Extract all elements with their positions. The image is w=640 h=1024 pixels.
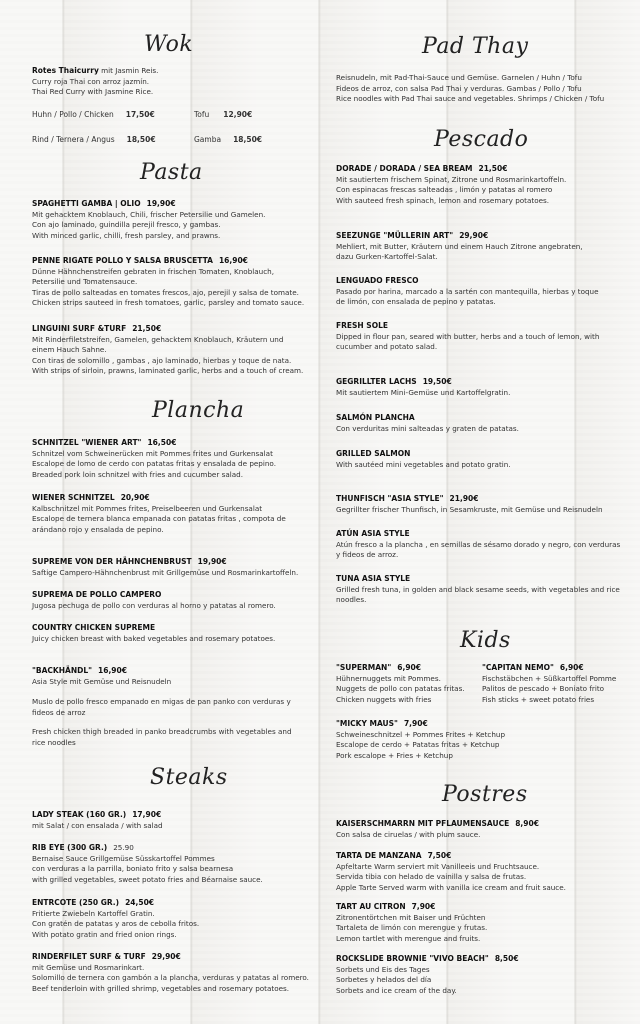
pescado-item: TUNA ASIA STYLE Grilled fresh tuna, in golden and black sesame seeds, with vegetables and rice noodles. xyxy=(336,574,620,605)
kids-item: "SUPERMAN" 6,90€ Hühnernuggets mit Pommes. Nuggets de pollo con patatas fritas. Chicken nuggets with fries xyxy=(336,663,465,704)
pescado-item: LENGUADO FRESCO Pasado por harina, marcado a la sartén con mantequilla, hierbas y toque de limón, con ensalada de pepino y patatas. xyxy=(336,276,599,307)
pescado-item: GEGRILLTER LACHS 19,50€ Mit sautiertem Mini-Gemüse und Kartoffelgratin. xyxy=(336,377,511,397)
pescado-item: GRILLED SALMON With sautéed mini vegetables and potato gratin. xyxy=(336,449,511,469)
pescado-item: SALMÓN PLANCHA Con verduritas mini salteadas y graten de patatas. xyxy=(336,413,519,433)
plancha-item: SCHNITZEL "WIENER ART" 16,50€ Schnitzel vom Schweinerücken mit Pommes frites und Gurkensalat Escalope de lomo de cerdo con patatas fritas y ensalada de pepino. Breaded pork loin schnitzel with fries and cucumber salad. xyxy=(32,438,276,479)
wok-line: Thai Red Curry with Jasmine Rice. xyxy=(32,87,154,97)
wok-section xyxy=(32,66,317,98)
steaks-item: RINDERFILET SURF & TURF 29,90€ mit Gemüse und Rosmarinkart. Solomillo de ternera con gambón a la plancha, verduras y patatas al romero. Beef tenderloin with grilled shrimp, vegetables and rosemary potatoes. xyxy=(32,952,309,993)
wok-line: Curry roja Thai con arroz jazmín. xyxy=(32,76,150,86)
plancha-item: COUNTRY CHICKEN SUPREME Juicy chicken breast with baked vegetables and rosemary potatoes. xyxy=(32,623,276,643)
wok-intro-rest: mit Jasmin Reis. xyxy=(98,66,159,75)
steaks-item: ENTRCOTE (250 GR.) 24,50€ Fritierte Zwiebeln Kartoffel Gratin. Con gratén de patatas y aros de cebolla fritos. With potato gratin and fried onion rings. xyxy=(32,898,200,939)
padthay-heading: Pad Thay xyxy=(422,34,529,59)
steaks-item: RIB EYE (300 GR.) 25.90 Bernaise Sauce Grillgemüse Süsskartoffel Pommes con verduras a la parrilla, boniato frito y salsa bearnesa with grilled vegetables, sweet potato fries and Béarnaise sauce. xyxy=(32,843,263,884)
wok-price-gamba: Gamba 18,50€ xyxy=(194,135,263,144)
postres-item: TARTA DE MANZANA 7,50€ Apfeltarte Warm serviert mit Vanilleeis und Fruchtsauce. Servida tibia con helado de vainilla y salsa de frutas. Apple Tarte Served warm with vanilla ice cream and fruit sauce. xyxy=(336,851,566,892)
plancha-item: SUPREMA DE POLLO CAMPERO Jugosa pechuga de pollo con verduras al horno y patatas al romero. xyxy=(32,590,276,610)
pescado-item: THUNFISCH "ASIA STYLE" 21,90€ Gegrillter frischer Thunfisch, in Sesamkruste, mit Gemüse und Reisnudeln xyxy=(336,494,603,514)
wok-price-tofu: Tofu 12,90€ xyxy=(194,110,253,119)
padthay-section: Reisnudeln, mit Pad-Thai-Sauce und Gemüse. Garnelen / Huhn / Tofu Fideos de arroz, con salsa Pad Thai y verduras. Gambas / Pollo / Tofu Rice noodles with Pad Thai sauce and vegetables. Shrimps / Chicken / Tofu xyxy=(336,73,605,104)
pescado-item: SEEZUNGE "MÜLLERIN ART" 29,90€ Mehliert, mit Butter, Kräutern und einem Hauch Zitrone angebraten, dazu Gurken-Kartoffel-Salat. xyxy=(336,231,583,262)
plancha-item: WIENER SCHNITZEL 20,90€ Kalbschnitzel mit Pommes frites, Preiselbeeren und Gurkensalat Escalope de ternera blanca empanada con patatas fritas , compota de arándano rojo y ensalada de pepino. xyxy=(32,493,286,534)
wok-intro-title: Rotes Thaicurry xyxy=(32,66,99,75)
wok-price-chicken: Huhn / Pollo / Chicken 17,50€ xyxy=(32,110,155,119)
steaks-item: LADY STEAK (160 GR.) 17,90€ mit Salat / con ensalada / with salad xyxy=(32,810,163,830)
kids-heading: Kids xyxy=(460,628,511,653)
pasta-item: SPAGHETTI GAMBA | OLIO 19,90€ Mit gehacktem Knoblauch, Chili, frischer Petersilie und Gamelen. Con ajo laminado, guindilla perejil fresco, y gambas. With minced garlic, chilli, fresh parsley, and prawns. xyxy=(32,199,266,240)
wok-heading: Wok xyxy=(144,32,194,57)
steaks-heading: Steaks xyxy=(150,765,228,790)
postres-heading: Postres xyxy=(442,782,528,807)
pescado-item: DORADE / DORADA / SEA BREAM 21,50€ Mit sautiertem frischem Spinat, Zitrone und Rosmarinkartoffeln. Con espinacas frescas salteadas , limón y patatas al romero With sauteed fresh spinach, lemon and rosemary potatoes. xyxy=(336,164,567,205)
pasta-item: LINGUINI SURF &TURF 21,50€ Mit Rinderfiletstreifen, Gamelen, gehacktem Knoblauch, Kräutern und einem Hauch Sahne. Con tiras de solomillo , gambas , ajo laminado, hierbas y toque de nata. With strips of sirloin, prawns, laminated garlic, herbs and a touch of cream. xyxy=(32,324,304,376)
plancha-item: Muslo de pollo fresco empanado en migas de pan panko con verduras y fideos de arroz xyxy=(32,697,291,717)
postres-item: KAISERSCHMARRN MIT PFLAUMENSAUCE 8,90€ Con salsa de ciruelas / with plum sauce. xyxy=(336,819,539,839)
plancha-item: "BACKHÄNDL" 16,90€ Asia Style mit Gemüse und Reisnudeln xyxy=(32,666,172,686)
plancha-heading: Plancha xyxy=(152,398,245,423)
pescado-item: ATÚN ASIA STYLE Atún fresco a la plancha , en semillas de sésamo dorado y negro, con verduras y fideos de arroz. xyxy=(336,529,621,560)
plancha-item: Fresh chicken thigh breaded in panko breadcrumbs with vegetables and rice noodles xyxy=(32,727,292,747)
wok-price-beef: Rind / Ternera / Angus 18,50€ xyxy=(32,135,156,144)
pescado-item: FRESH SOLE Dipped in flour pan, seared with butter, herbs and a touch of lemon, with cucumber and potato salad. xyxy=(336,321,600,352)
kids-item: "CAPITAN NEMO" 6,90€ Fischstäbchen + Süßkartoffel Pomme Palitos de pescado + Boniato frito Fish sticks + sweet potato fries xyxy=(482,663,617,704)
kids-item: "MICKY MAUS" 7,90€ Schweineschnitzel + Pommes Frites + Ketchup Escalope de cerdo + Patatas fritas + Ketchup Pork escalope + Fries + Ketchup xyxy=(336,719,506,760)
pescado-heading: Pescado xyxy=(434,127,529,152)
plancha-item: SUPREME VON DER HÄHNCHENBRUST 19,90€ Saftige Campero-Hähnchenbrust mit Grillgemüse und Rosmarinkartoffeln. xyxy=(32,557,299,577)
postres-item: TART AU CITRON 7,90€ Zitronentörtchen mit Baiser und Früchten Tartaleta de limón con merengue y frutas. Lemon tartlet with merengue and fruits. xyxy=(336,902,488,943)
pasta-heading: Pasta xyxy=(140,160,203,185)
postres-item: ROCKSLIDE BROWNIE "VIVO BEACH" 8,50€ Sorbets und Eis des Tages Sorbetes y helados del día Sorbets and ice cream of the day. xyxy=(336,954,519,995)
pasta-item: PENNE RIGATE POLLO Y SALSA BRUSCETTA 16,90€ Dünne Hähnchenstreifen gebraten in frischen Tomaten, Knoblauch, Petersilie und Tomatensauce. Tiras de pollo salteadas en tomates frescos, ajo, perejil y salsa de tomate. Chicken strips sauteed in fresh tomatoes, garlic, parsley and tomato sauce. xyxy=(32,256,305,308)
